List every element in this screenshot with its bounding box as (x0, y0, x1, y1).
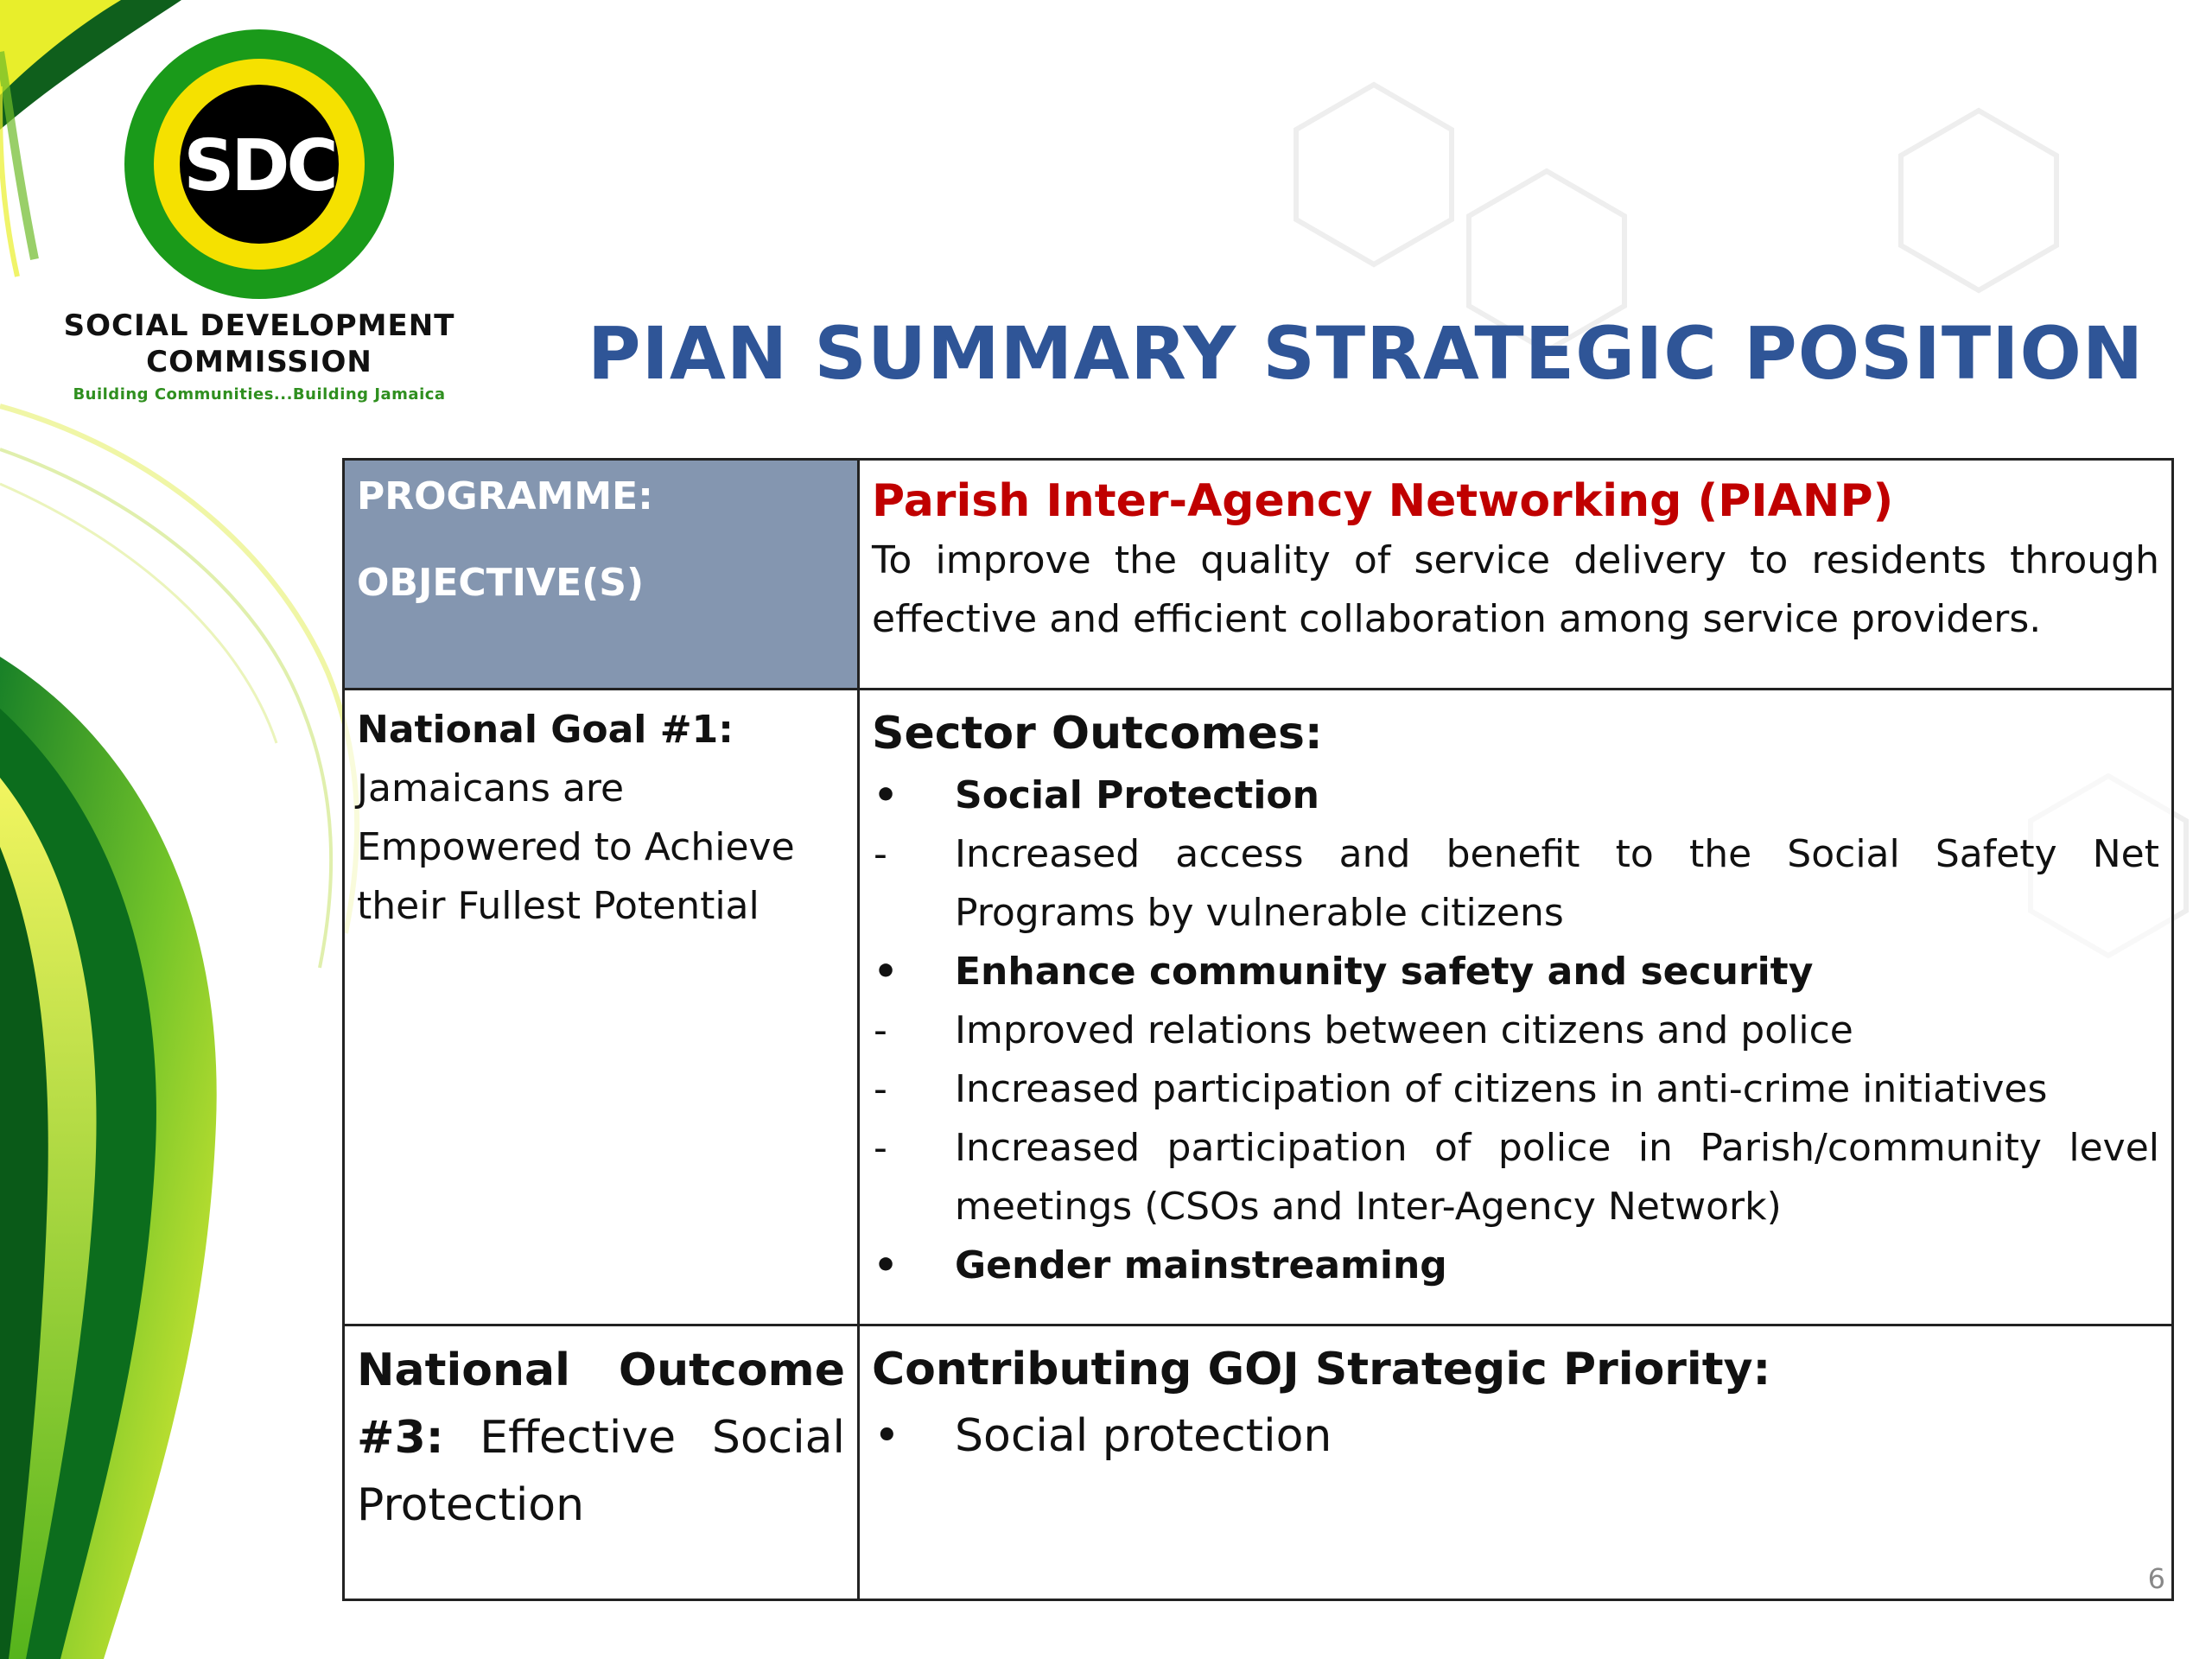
list-item-text: Increased participation of police in Parish/community level meetings (CSOs and Inter-Agency Network) (955, 1126, 2159, 1229)
sector-outcomes-list (872, 766, 2159, 1295)
bullet-marker: • (874, 950, 899, 994)
bullet-marker: • (874, 773, 899, 817)
list-item (872, 1236, 2159, 1295)
slide-title: PIAN SUMMARY STRATEGIC POSITION (588, 311, 2145, 396)
strategic-priority-heading: Contributing GOJ Strategic Priority: (872, 1344, 1771, 1395)
org-name-line1: SOCIAL DEVELOPMENT (63, 308, 455, 343)
list-item (872, 1402, 2159, 1470)
dash-marker: - (874, 1067, 887, 1111)
national-outcome-label: National Outcome #3: (357, 1344, 845, 1464)
list-item-text: Social Protection (955, 773, 1319, 817)
list-item (872, 825, 2159, 943)
strategic-priority-item: Social protection (955, 1410, 1332, 1462)
programme-label: PROGRAMME: (357, 474, 653, 518)
list-item-text: Gender mainstreaming (955, 1243, 1447, 1287)
strategic-priority-cell (859, 1325, 2173, 1600)
org-tagline: Building Communities...Building Jamaica (73, 385, 446, 404)
table-row-national-goal (344, 690, 2173, 1325)
sector-outcomes-heading: Sector Outcomes: (872, 708, 1323, 760)
list-item-text: Improved relations between citizens and police (955, 1008, 1853, 1052)
sdc-logo (52, 26, 467, 423)
list-item-text: Enhance community safety and security (955, 950, 1814, 994)
bullet-marker: • (874, 1410, 900, 1462)
programme-name: Parish Inter-Agency Networking (PIANP) (872, 475, 1894, 527)
national-goal-cell (344, 690, 859, 1325)
org-name (52, 308, 467, 380)
national-outcome-cell (344, 1325, 859, 1600)
objective-text: To improve the quality of service delivery to residents through effective and efficient collaboration among service providers. (872, 538, 2159, 641)
list-item-text: Increased access and benefit to the Social Safety Net Programs by vulnerable citizens (955, 832, 2159, 935)
page-number: 6 (2147, 1562, 2165, 1595)
strategic-position-table (342, 458, 2174, 1601)
national-goal-label: National Goal #1: (357, 708, 734, 752)
list-item (872, 766, 2159, 825)
list-item-text: Increased participation of citizens in anti-crime initiatives (955, 1067, 2048, 1111)
list-item (872, 1119, 2159, 1236)
sdc-logo-mark (121, 26, 397, 302)
dash-marker: - (874, 1126, 887, 1170)
dash-marker: - (874, 1008, 887, 1052)
table-row-national-outcome (344, 1325, 2173, 1600)
programme-label-cell (344, 460, 859, 690)
table-row-programme (344, 460, 2173, 690)
objective-label: OBJECTIVE(S) (357, 561, 645, 605)
bullet-marker: • (874, 1243, 899, 1287)
org-name-line2: COMMISSION (146, 345, 372, 379)
list-item (872, 1060, 2159, 1119)
list-item (872, 1001, 2159, 1060)
national-outcome-text (357, 1337, 845, 1539)
programme-value-cell (859, 460, 2173, 690)
sector-outcomes-cell (859, 690, 2173, 1325)
logo-letters: SDC (183, 125, 335, 207)
dash-marker: - (874, 832, 887, 876)
list-item (872, 943, 2159, 1001)
national-goal-text: Jamaicans are Empowered to Achieve their Fullest Potential (357, 766, 795, 928)
national-outcome-value: Effective Social Protection (357, 1412, 845, 1531)
